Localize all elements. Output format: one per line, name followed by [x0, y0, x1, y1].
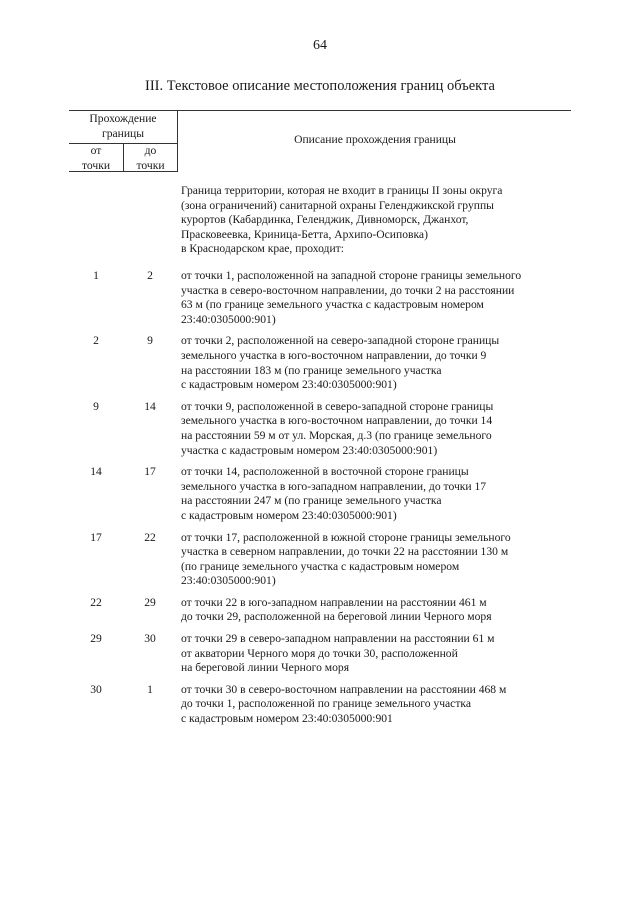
description-cell: от точки 1, расположенной на западной стороне границы земельного участка в северо-восточном направлении, до точки 2 на расстоянии 63 м (по границе земельного участка с кадастровым номером 23:40:0305000:901) — [181, 269, 522, 326]
boundary-intro: Граница территории, которая не входит в границы II зоны округа (зона ограничений) санитарной охраны Геленджикской группы курортов (Кабардинка, Геленджик, Дивноморск, Джанхот, Прасковеевка, Криница-Бетта, Архипо-Осиповка) в Краснодарском крае, проходит: — [181, 184, 503, 256]
description-cell: от точки 30 в северо-восточном направлении на расстоянии 468 м до точки 1, расположенной по границе земельного участка с кадастровым номером 23:40:0305000:901 — [181, 682, 507, 726]
from-point-cell: 17 — [90, 530, 102, 544]
from-point-cell: 9 — [93, 399, 99, 413]
description-cell: от точки 9, расположенной в северо-западной стороне границы земельного участка в юго-восточном направлении, до точки 14 на расстоянии 59 м от ул. Морская, д.3 (по границе земельного участка с кадастровым номером 23:40:0305000:901) — [181, 399, 494, 457]
to-point-cell: 22 — [144, 530, 156, 544]
table-row — [69, 334, 571, 392]
table-row — [69, 465, 571, 523]
table-row — [69, 531, 571, 589]
table-row — [69, 596, 571, 625]
table-header — [69, 108, 571, 172]
description-cell: от точки 17, расположенной в южной стороне границы земельного участка в северном направлении, до точки 22 на расстоянии 130 м (по границе земельного участка с кадастровым номером 23:40:0305000:901) — [181, 530, 511, 588]
header-top-rule — [69, 110, 571, 111]
header-to-point: до точки — [136, 144, 165, 172]
to-point-cell: 30 — [144, 632, 156, 646]
from-point-cell: 29 — [90, 632, 102, 646]
page-number: 64 — [313, 38, 327, 53]
from-point-cell: 22 — [90, 595, 102, 609]
to-point-cell: 29 — [144, 595, 156, 609]
table-body — [69, 269, 571, 734]
table-row — [69, 683, 571, 727]
header-divider-desc — [177, 110, 178, 172]
to-point-cell: 17 — [144, 465, 156, 479]
description-cell: от точки 22 в юго-западном направлении на расстоянии 461 м до точки 29, расположенной на береговой линии Черного моря — [181, 595, 492, 624]
from-point-cell: 1 — [93, 269, 99, 282]
from-point-cell: 2 — [93, 334, 99, 348]
to-point-cell: 14 — [144, 399, 156, 413]
table-row — [69, 269, 571, 327]
header-description: Описание прохождения границы — [294, 133, 456, 146]
to-point-cell: 2 — [147, 269, 153, 282]
from-point-cell: 30 — [90, 682, 102, 696]
to-point-cell: 1 — [147, 682, 153, 696]
table-row — [69, 400, 571, 458]
description-cell: от точки 29 в северо-западном направлении на расстоянии 61 м от акватории Черного моря до точки 30, расположенной на береговой линии Черного моря — [181, 632, 495, 675]
table-row — [69, 632, 571, 676]
header-from-point: от точки — [81, 144, 111, 172]
header-passage: Прохождение границы — [89, 112, 157, 140]
boundary-table — [69, 108, 571, 726]
description-cell: от точки 2, расположенной на северо-западной стороне границы земельного участка в юго-восточном направлении, до точки 9 на расстоянии 183 м (по границе земельного участка с кадастровым номером 23:40:0305000:901) — [181, 334, 500, 392]
from-point-cell: 14 — [90, 465, 102, 479]
to-point-cell: 9 — [147, 334, 153, 348]
section-title: III. Текстовое описание местоположения границ объекта — [145, 78, 495, 94]
description-cell: от точки 14, расположенной в восточной стороне границы земельного участка в юго-западном направлении, до точки 17 на расстоянии 247 м (по границе земельного участка с кадастровым номером 23:40:0305000:901) — [181, 465, 487, 522]
